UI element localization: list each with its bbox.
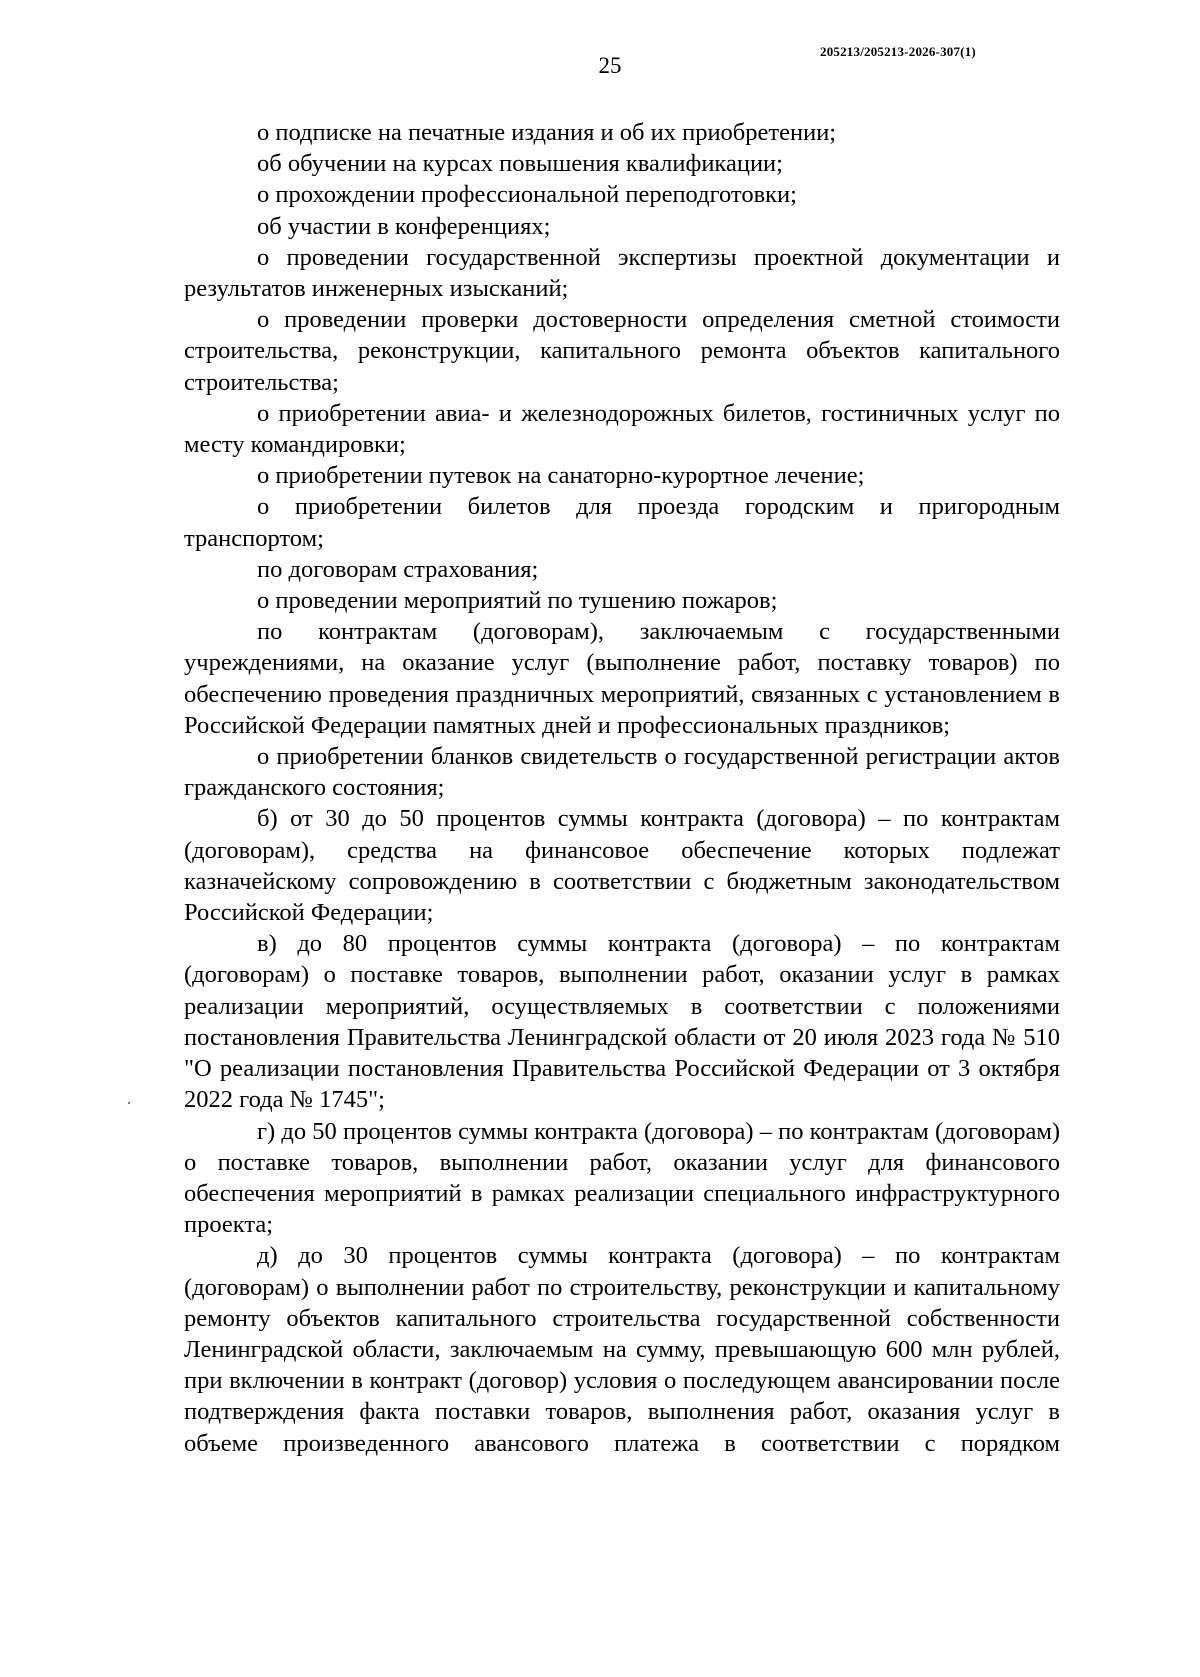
- list-item-travel-tickets: о приобретении авиа- и железнодорожных билетов, гостиничных услуг по месту командировки;: [184, 399, 1060, 459]
- page-number: 25: [598, 53, 622, 78]
- clause-g-infrastructure-project: г) до 50 процентов суммы контракта (договора) – по контрактам (договорам) о поставке товаров, выполнении работ, оказании услуг для финансового обеспечения мероприятий в рамках реализации специального инфраструктурного проекта;: [184, 1117, 1060, 1239]
- scan-artifact-dot: [128, 1102, 130, 1104]
- clause-d-capital-construction: д) до 30 процентов суммы контракта (договора) – по контрактам (договорам) о выполнении работ по строительству, реконструкции и капитальному ремонту объектов капитального строительства государственной собственности Ленинградской области, заключаемым на сумму, превышающую 600 млн рублей, при включении в контракт (договор) условия о последующем авансировании после подтверждения факта поставки товаров, выполнения работ, оказания услуг в объеме произведенного авансового платежа в соответствии с порядком: [184, 1242, 1060, 1457]
- list-item-transport-tickets: о приобретении билетов для проезда городским и пригородным транспортом;: [184, 493, 1060, 552]
- list-item-sanatorium-vouchers: о приобретении путевок на санаторно-курортное лечение;: [257, 462, 865, 490]
- clause-b-treasury-support: б) от 30 до 50 процентов суммы контракта (договора) – по контрактам (договорам), средства на финансовое обеспечение которых подлежат казначейскому сопровождению в соответствии с бюджетным законодательством Российской Федерации;: [184, 805, 1060, 927]
- list-item-firefighting: о проведении мероприятий по тушению пожаров;: [257, 587, 778, 615]
- list-item-training-courses: об обучении на курсах повышения квалификации;: [257, 150, 783, 178]
- list-item-retraining: о прохождении профессиональной переподготовки;: [257, 181, 797, 209]
- document-body: [184, 117, 1060, 1459]
- list-item-conferences: об участии в конференциях;: [257, 212, 551, 240]
- list-item-registration-forms: о приобретении бланков свидетельств о государственной регистрации актов гражданского состояния;: [184, 743, 1060, 802]
- clause-v-resolution-510: в) до 80 процентов суммы контракта (договора) – по контрактам (договорам) о поставке товаров, выполнении работ, оказании услуг в рамках реализации мероприятий, осуществляемых в соответствии с положениями постановления Правительства Ленинградской области от 20 июля 2023 года № 510 "О реализации постановления Правительства Российской Федерации от 3 октября 2022 года № 1745";: [184, 930, 1060, 1114]
- document-registration-code: 205213/205213-2026-307(1): [820, 44, 976, 59]
- list-item-subscription: о подписке на печатные издания и об их приобретении;: [257, 119, 837, 146]
- list-item-cost-verification: о проведении проверки достоверности определения сметной стоимости строительства, реконструкции, капитального ремонта объектов капитального строительства;: [184, 306, 1060, 396]
- list-item-insurance: по договорам страхования;: [257, 555, 539, 583]
- list-item-state-expertise: о проведении государственной экспертизы проектной документации и результатов инженерных изысканий;: [184, 243, 1060, 303]
- list-item-holiday-events: по контрактам (договорам), заключаемым с государственными учреждениями, на оказание услуг (выполнение работ, поставку товаров) по обеспечению проведения праздничных мероприятий, связанных с установлением в Российской Федерации памятных дней и профессиональных праздников;: [184, 618, 1060, 739]
